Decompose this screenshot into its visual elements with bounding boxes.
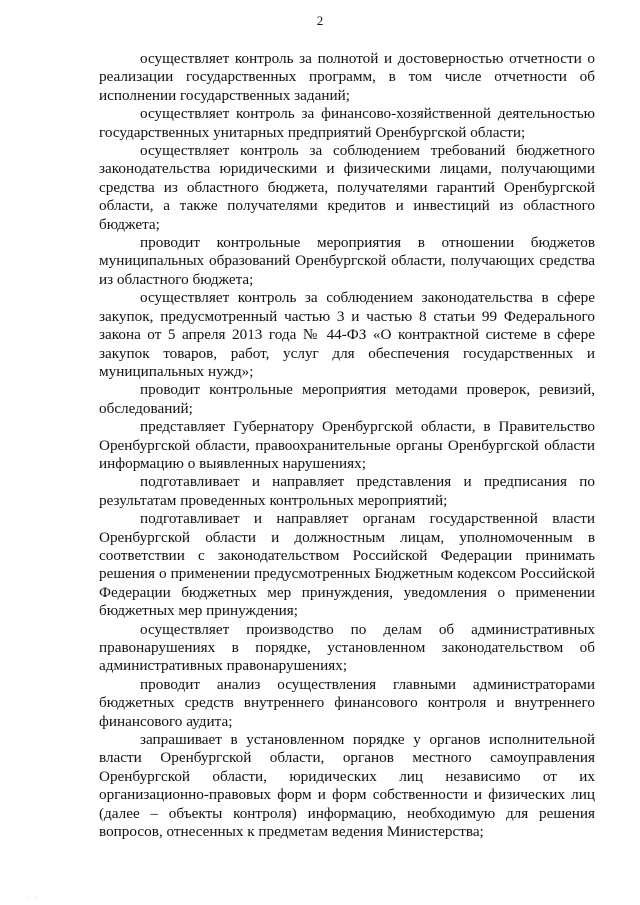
paragraph: подготавливает и направляет органам государственной власти Оренбургской области и должностным лицам, уполномоченным в соответствии с законодательством Российской Федерации принимать решения о применении предусмотренных Бюджетным кодексом Российской Федерации бюджетных мер принуждения, уведомления о применении бюджетных мер принуждения; — [99, 510, 595, 620]
paragraph: проводит анализ осуществления главными администраторами бюджетных средств внутреннего финансового контроля и внутреннего финансового аудита; — [99, 675, 595, 730]
paragraph: осуществляет контроль за полнотой и достоверностью отчетности о реализации государственных программ, в том числе отчетности об исполнении государственных заданий; — [99, 50, 595, 104]
paragraph: осуществляет производство по делам об административных правонарушениях в порядке, установленном законодательством об административных правонарушениях; — [99, 620, 595, 675]
paragraph: подготавливает и направляет представления и предписания по результатам проведенных контрольных мероприятий; — [99, 473, 595, 509]
paragraph: осуществляет контроль за финансово-хозяйственной деятельностью государственных унитарных предприятий Оренбургской области; — [99, 105, 595, 141]
paragraph: представляет Губернатору Оренбургской области, в Правительство Оренбургской области, правоохранительные органы Оренбургской области информацию о выявленных нарушениях; — [99, 418, 595, 472]
page-number: 2 — [316, 13, 324, 28]
paragraph: осуществляет контроль за соблюдением законодательства в сфере закупок, предусмотренный частью 3 и частью 8 статьи 99 Федерального закона от 5 апреля 2013 года № 44-ФЗ «О контрактной системе в сфере закупок товаров, работ, услуг для обеспечения государственных и муниципальных нужд»; — [99, 289, 595, 380]
scan-artifact-mark: · · — [26, 894, 39, 902]
paragraph: осуществляет контроль за соблюдением требований бюджетного законодательства юридическими и физическими лицами, получающими средства из областного бюджета, получателями гарантий Оренбургской области, а также получателями кредитов и инвестиций из областного бюджета; — [99, 142, 595, 233]
paragraph: проводит контрольные мероприятия в отношении бюджетов муниципальных образований Оренбургской области, получающих средства из областного бюджета; — [99, 234, 595, 288]
document-body — [99, 50, 595, 841]
paragraph: запрашивает в установленном порядке у органов исполнительной власти Оренбургской области, органов местного самоуправления Оренбургской области, юридических лиц независимо от их организационно-правовых форм и форм собственности и физических лиц (далее – объекты контроля) информацию, необходимую для решения вопросов, отнесенных к предметам ведения Министерства; — [99, 731, 595, 841]
paragraph: проводит контрольные мероприятия методами проверок, ревизий, обследований; — [99, 381, 595, 417]
